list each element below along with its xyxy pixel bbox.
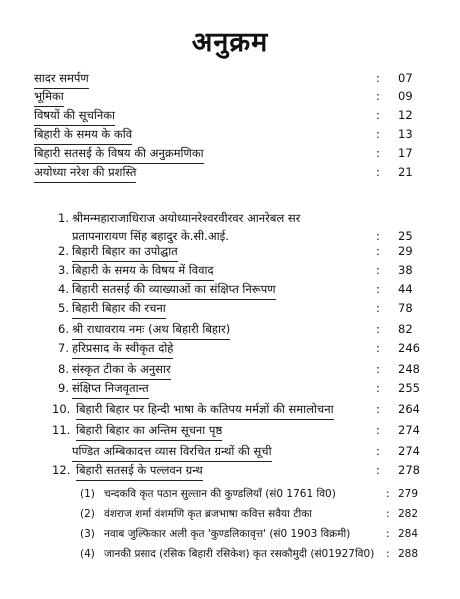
toc-entry-label: श्री राधावराय नमः (अथ बिहारी बिहार) bbox=[72, 319, 230, 340]
toc-row bbox=[0, 460, 460, 480]
toc-page-number: 13 bbox=[398, 127, 413, 141]
toc-row bbox=[0, 260, 460, 280]
toc-entry-label: बिहारी सतसई के विषय की अनुक्रमणिका bbox=[34, 143, 204, 164]
toc-separator: : bbox=[386, 508, 390, 520]
toc-row bbox=[0, 279, 460, 299]
toc-row bbox=[0, 484, 460, 504]
toc-row bbox=[0, 208, 460, 228]
toc-page-number: 44 bbox=[398, 282, 413, 296]
sub-item-number: (1) bbox=[80, 488, 95, 500]
page-title: अनुक्रम bbox=[191, 27, 269, 58]
toc-entry-label: नवाब जुल्फिकार अली कृत 'कुण्डलिकावृत्त' (सं0 1903 विक्रमी) bbox=[104, 528, 351, 540]
toc-page-number: 09 bbox=[398, 89, 413, 103]
toc-entry-label: बिहारी बिहार का अन्तिम सूचना पृष्ठ bbox=[76, 420, 222, 441]
toc-separator: : bbox=[376, 146, 380, 160]
toc-entry-label: पण्डित अम्बिकादत्त व्यास विरचित ग्रन्थों की सूची bbox=[72, 441, 272, 462]
toc-page-number: 255 bbox=[398, 381, 420, 395]
toc-separator: : bbox=[376, 341, 380, 355]
toc-entry-label: श्रीमन्महाराजाधिराज अयोध्यानरेश्वरवीरवर आनरेबल सर bbox=[72, 211, 301, 225]
chapter-number: 10. bbox=[52, 402, 71, 416]
toc-row bbox=[0, 524, 460, 544]
toc-entry-label: बिहारी सतसई के पल्लवन ग्रन्थ bbox=[76, 460, 203, 481]
toc-page-number: 288 bbox=[398, 548, 419, 560]
toc-entry-label: जानकी प्रसाद (रसिक बिहारी रसिकेश) कृत रसकौमुदी (सं01927वि0) bbox=[104, 548, 375, 560]
toc-page-number: 284 bbox=[398, 528, 419, 540]
toc-row bbox=[0, 162, 460, 182]
toc-page-number: 248 bbox=[398, 362, 420, 376]
toc-separator: : bbox=[376, 108, 380, 122]
toc-row bbox=[0, 241, 460, 261]
toc-page-number: 264 bbox=[398, 402, 420, 416]
toc-separator: : bbox=[376, 71, 380, 85]
toc-page-number: 12 bbox=[398, 108, 413, 122]
toc-separator: : bbox=[376, 444, 380, 458]
chapter-number: 12. bbox=[52, 463, 71, 477]
toc-page-number: 274 bbox=[398, 444, 420, 458]
chapter-number: 2. bbox=[58, 244, 69, 258]
toc-page-number: 21 bbox=[398, 165, 413, 179]
chapter-number: 6. bbox=[58, 322, 69, 336]
toc-page-number: 25 bbox=[398, 229, 413, 243]
toc-row bbox=[0, 338, 460, 358]
toc-entry-label: वंशराज शर्मा वंशमणि कृत ब्रजभाषा कवित्त सवैया टीका bbox=[104, 508, 312, 520]
toc-entry-label: हरिप्रसाद के स्वीकृत दोहे bbox=[72, 338, 173, 359]
toc-row bbox=[0, 441, 460, 461]
toc-row bbox=[0, 143, 460, 163]
toc-entry-label: संस्कृत टीका के अनुसार bbox=[72, 359, 171, 380]
toc-separator: : bbox=[376, 463, 380, 477]
toc-page-number: 246 bbox=[398, 341, 420, 355]
toc-row bbox=[0, 319, 460, 339]
toc-row bbox=[0, 68, 460, 88]
toc-row bbox=[0, 298, 460, 318]
toc-separator: : bbox=[376, 301, 380, 315]
toc-separator: : bbox=[386, 488, 390, 500]
toc-page-number: 82 bbox=[398, 322, 413, 336]
toc-page-number: 38 bbox=[398, 263, 413, 277]
toc-entry-label: विषयों की सूचनिका bbox=[34, 105, 115, 126]
chapter-number: 9. bbox=[58, 381, 69, 395]
toc-entry-label: भूमिका bbox=[34, 86, 64, 107]
toc-row bbox=[0, 359, 460, 379]
toc-page-number: 17 bbox=[398, 146, 413, 160]
toc-row bbox=[0, 124, 460, 144]
toc-separator: : bbox=[386, 528, 390, 540]
toc-separator: : bbox=[376, 127, 380, 141]
toc-row bbox=[0, 504, 460, 524]
toc-separator: : bbox=[376, 402, 380, 416]
chapter-number: 5. bbox=[58, 301, 69, 315]
toc-separator: : bbox=[376, 165, 380, 179]
toc-entry-label: चन्दकवि कृत पठान सुल्तान की कुण्डलियाँ (सं0 1761 वि0) bbox=[104, 488, 336, 500]
toc-entry-label: बिहारी बिहार की रचना bbox=[72, 298, 166, 319]
toc-entry-label: संक्षिप्त निजवृतान्त bbox=[72, 378, 149, 399]
toc-separator: : bbox=[376, 282, 380, 296]
toc-separator: : bbox=[376, 244, 380, 258]
toc-entry-label: बिहारी बिहार पर हिन्दी भाषा के कतिपय मर्मज्ञों की समालोचना bbox=[76, 399, 334, 420]
toc-row bbox=[0, 86, 460, 106]
toc-entry-label: प्रतापनारायण सिंह बहादुर के.सी.आई. bbox=[72, 229, 229, 243]
toc-entry-label: बिहारी सतसई की व्याख्याओं का संक्षिप्त निरूपण bbox=[72, 279, 276, 300]
chapter-number: 3. bbox=[58, 263, 69, 277]
toc-entry-label: सादर समर्पण bbox=[34, 68, 89, 89]
toc-page-number: 279 bbox=[398, 488, 419, 500]
toc-row bbox=[0, 378, 460, 398]
toc-page-number: 07 bbox=[398, 71, 413, 85]
sub-item-number: (2) bbox=[80, 508, 95, 520]
toc-page-number: 78 bbox=[398, 301, 413, 315]
toc-entry-label: बिहारी के समय के कवि bbox=[34, 124, 132, 145]
toc-row bbox=[0, 420, 460, 440]
toc-page-number: 29 bbox=[398, 244, 413, 258]
chapter-number: 1. bbox=[58, 211, 69, 225]
toc-entry-label: बिहारी बिहार का उपोद्घात bbox=[72, 241, 178, 262]
toc-separator: : bbox=[386, 548, 390, 560]
toc-separator: : bbox=[376, 381, 380, 395]
toc-row bbox=[0, 399, 460, 419]
toc-separator: : bbox=[376, 362, 380, 376]
toc-page-number: 282 bbox=[398, 508, 419, 520]
toc-row bbox=[0, 544, 460, 564]
toc-separator: : bbox=[376, 263, 380, 277]
chapter-number: 7. bbox=[58, 341, 69, 355]
toc-separator: : bbox=[376, 322, 380, 336]
toc-separator: : bbox=[376, 89, 380, 103]
toc-entry-label: अयोध्या नरेश की प्रशस्ति bbox=[34, 162, 136, 183]
chapter-number: 11. bbox=[52, 423, 71, 437]
chapter-number: 4. bbox=[58, 282, 69, 296]
chapter-number: 8. bbox=[58, 362, 69, 376]
toc-separator: : bbox=[376, 229, 380, 243]
toc-row bbox=[0, 105, 460, 125]
toc-entry-label: बिहारी के समय के विषय में विवाद bbox=[72, 260, 214, 281]
toc-separator: : bbox=[376, 423, 380, 437]
sub-item-number: (3) bbox=[80, 528, 95, 540]
toc-page-number: 278 bbox=[398, 463, 420, 477]
sub-item-number: (4) bbox=[80, 548, 95, 560]
toc-page-number: 274 bbox=[398, 423, 420, 437]
